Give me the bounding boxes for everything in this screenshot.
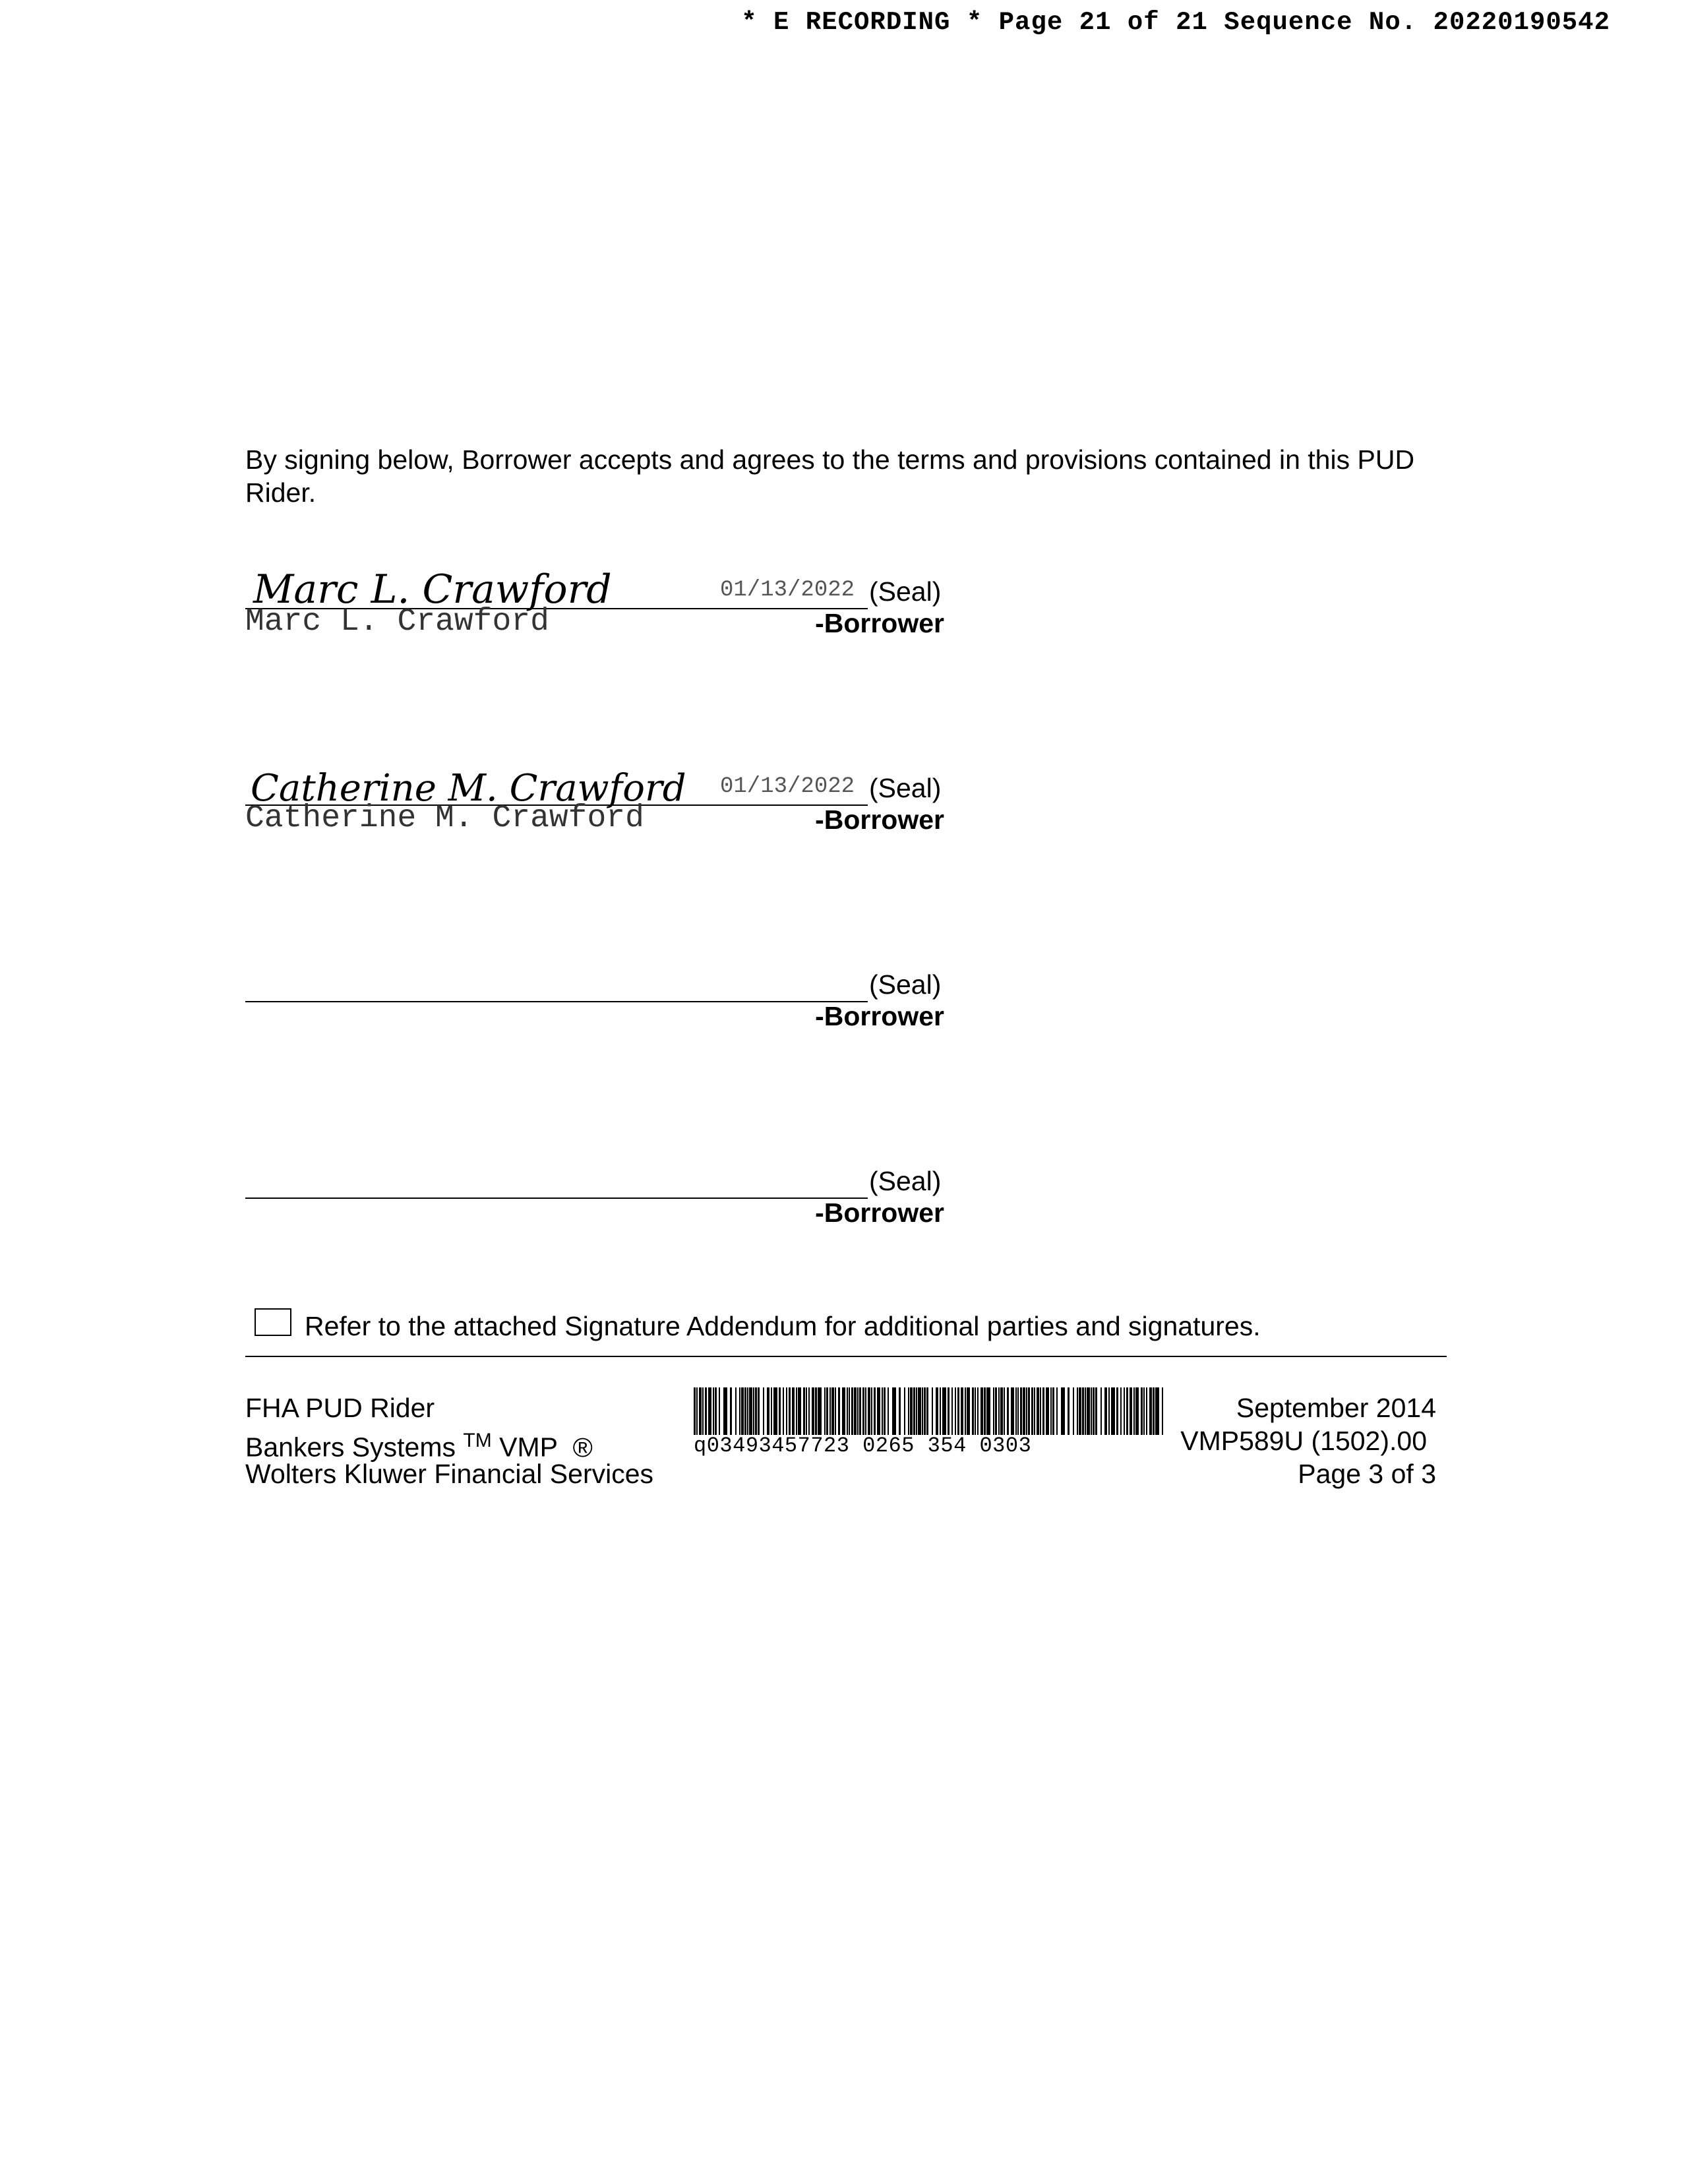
company-name: Wolters Kluwer Financial Services [245,1459,654,1489]
barcode-bar [936,1387,938,1435]
signature-line[interactable] [245,1001,868,1002]
seal-label: (Seal) [869,1166,942,1196]
barcode-bar [1073,1387,1074,1435]
barcode-bar [1104,1387,1107,1435]
barcode-bar [783,1387,784,1435]
barcode-bar [874,1387,876,1435]
barcode-bar [899,1387,901,1435]
barcode-bar [995,1387,997,1435]
barcode-bar [884,1387,886,1435]
barcode-bar [719,1387,720,1435]
barcode-bar [767,1387,769,1435]
barcode-bar [1000,1387,1003,1435]
barcode-bar [1149,1387,1152,1435]
barcode-bar [926,1387,928,1435]
barcode-bar [696,1387,698,1435]
barcode-bar [699,1387,702,1435]
barcode-bar [1130,1387,1132,1435]
publisher-name: Bankers Systems [245,1432,456,1463]
barcode-bar [831,1387,834,1435]
barcode-bar [1155,1387,1159,1435]
barcode-bar [749,1387,752,1435]
barcode-bar [877,1387,880,1435]
barcode-bar [965,1387,966,1435]
barcode-bar [715,1387,717,1435]
barcode-bar [723,1387,727,1435]
barcode-bar [975,1387,976,1435]
barcode-bar [857,1387,859,1435]
barcode-bar [739,1387,740,1435]
signature-line[interactable] [245,1198,868,1199]
borrower-label: -Borrower [815,1198,944,1228]
barcode-bar [940,1387,941,1435]
barcode-bar [755,1387,757,1435]
barcode-bar [1017,1387,1019,1435]
barcode-bar [798,1387,801,1435]
barcode-bar [859,1387,861,1435]
barcode-bar [1126,1387,1128,1435]
barcode-bar [824,1387,826,1435]
barcode-bar [980,1387,983,1435]
barcode-bar [888,1387,889,1435]
barcode-bar [708,1387,711,1435]
svg-text:Marc L. Crawford: Marc L. Crawford [253,566,612,613]
barcode-bar [694,1387,696,1435]
barcode-bar [871,1387,872,1435]
barcode-bar [955,1387,956,1435]
seal-label: (Seal) [869,969,942,1000]
barcode-bar [892,1387,896,1435]
barcode-bar [763,1387,764,1435]
barcode-bar [967,1387,970,1435]
barcode-bar [1015,1387,1017,1435]
barcode-bar [910,1387,913,1435]
barcode-bar [1135,1387,1139,1435]
barcode-bar [922,1387,923,1435]
barcode-bar [942,1387,946,1435]
barcode-bar [1133,1387,1135,1435]
barcode-bar [1028,1387,1030,1435]
barcode-bar [838,1387,840,1435]
barcode-bar [932,1387,933,1435]
barcode-bar [913,1387,915,1435]
barcode-bar [826,1387,828,1435]
form-date: September 2014 [1236,1393,1436,1423]
registered-mark: ® [572,1432,593,1463]
barcode-bar [961,1387,963,1435]
barcode-bar [854,1387,857,1435]
barcode-bar [1026,1387,1027,1435]
barcode-bar [868,1387,870,1435]
barcode-bar [705,1387,707,1435]
barcode-bar [796,1387,797,1435]
barcode-bar [735,1387,737,1435]
signature-date: 01/13/2022 [720,578,855,603]
barcode-bar [842,1387,845,1435]
barcode-bar [1052,1387,1054,1435]
barcode-bar [758,1387,760,1435]
barcode-bar [1004,1387,1005,1435]
barcode-bar [779,1387,781,1435]
page-number: Page 3 of 3 [1298,1459,1436,1489]
seal-label: (Seal) [869,576,942,607]
vmp-label: VMP [499,1432,558,1463]
barcode-bar [1141,1387,1143,1435]
barcode-bar [1100,1387,1102,1435]
barcode-bar [771,1387,772,1435]
barcode-bar [916,1387,917,1435]
addendum-text: Refer to the attached Signature Addendum for additional parties and signatures. [305,1311,1261,1341]
barcode-bar [829,1387,831,1435]
barcode-bar [847,1387,848,1435]
barcode-bar [849,1387,850,1435]
barcode-bar [789,1387,791,1435]
signature-date: 01/13/2022 [720,774,855,799]
addendum-checkbox[interactable] [255,1308,291,1336]
barcode-bar [1031,1387,1033,1435]
barcode-bar [773,1387,777,1435]
form-code: VMP589U (1502).00 [1180,1426,1427,1456]
barcode-bar [918,1387,921,1435]
borrower-label: -Borrower [815,608,944,638]
barcode-bar [1091,1387,1092,1435]
barcode-bar [865,1387,866,1435]
barcode-bar [753,1387,754,1435]
barcode-bar [1037,1387,1039,1435]
barcode-bar [815,1387,817,1435]
barcode-bar [1042,1387,1044,1435]
barcode-bar [984,1387,986,1435]
barcode-bar [1011,1387,1014,1435]
barcode-bar [1108,1387,1110,1435]
barcode-bar [957,1387,959,1435]
barcode-bar [812,1387,814,1435]
barcode-bar [1143,1387,1145,1435]
barcode-bar [744,1387,746,1435]
barcode-bar [1153,1387,1155,1435]
barcode-bar [702,1387,704,1435]
form-name: FHA PUD Rider [245,1393,435,1423]
barcode-bar [1120,1387,1122,1435]
barcode-bar [786,1387,787,1435]
borrower-label: -Borrower [815,1001,944,1031]
barcode-bar [1056,1387,1058,1435]
barcode-bar [1040,1387,1041,1435]
barcode-bar [1146,1387,1147,1435]
borrower-label: -Borrower [815,804,944,835]
barcode-bar [741,1387,744,1435]
barcode-bar [1034,1387,1035,1435]
barcode-bar [972,1387,974,1435]
barcode-bar [851,1387,853,1435]
barcode-bar [948,1387,950,1435]
barcode-bar [1046,1387,1049,1435]
barcode-bar [792,1387,795,1435]
typed-name: Marc L. Crawford [245,604,549,640]
barcode-bar [808,1387,810,1435]
footer-divider [245,1356,1447,1357]
barcode-bar [1050,1387,1052,1435]
barcode-bar [713,1387,714,1435]
barcode-bar [835,1387,836,1435]
svg-text:Catherine M. Crawford: Catherine M. Crawford [251,767,686,810]
barcode-bar [977,1387,979,1435]
barcode-bar [882,1387,883,1435]
barcode-bar [986,1387,990,1435]
barcode-bar [1087,1387,1090,1435]
barcode-bar [1111,1387,1115,1435]
barcode-bar [806,1387,807,1435]
barcode-bar [951,1387,953,1435]
typed-name: Catherine M. Crawford [245,801,644,836]
barcode-bar [924,1387,926,1435]
barcode-bar [730,1387,732,1435]
barcode-bar [1162,1387,1163,1435]
barcode-bar [1095,1387,1097,1435]
barcode-bar [1124,1387,1125,1435]
barcode-bar [1068,1387,1070,1435]
barcode-bar [1082,1387,1084,1435]
barcode-bar [1077,1387,1078,1435]
barcode-bar [747,1387,748,1435]
trademark-mark: TM [463,1430,492,1451]
barcode-number: q03493457723 0265 354 0303 [694,1434,1032,1458]
barcode-bar [1007,1387,1009,1435]
recording-header: * E RECORDING * Page 21 of 21 Sequence No. 20220190542 [741,8,1610,37]
barcode-bar [1085,1387,1086,1435]
barcode-bar [904,1387,905,1435]
barcode-bar [1020,1387,1022,1435]
seal-label: (Seal) [869,773,942,803]
barcode [694,1387,1164,1435]
intro-paragraph: By signing below, Borrower accepts and agrees to the terms and provisions contained in this PUD Rider. [245,444,1415,508]
barcode-bar [1116,1387,1118,1435]
barcode-bar [1079,1387,1081,1435]
barcode-bar [908,1387,909,1435]
barcode-bar [818,1387,822,1435]
barcode-bar [1061,1387,1065,1435]
barcode-bar [862,1387,864,1435]
barcode-bar [803,1387,805,1435]
barcode-bar [998,1387,1000,1435]
barcode-bar [993,1387,994,1435]
barcode-bar [1023,1387,1025,1435]
barcode-bar [1093,1387,1095,1435]
